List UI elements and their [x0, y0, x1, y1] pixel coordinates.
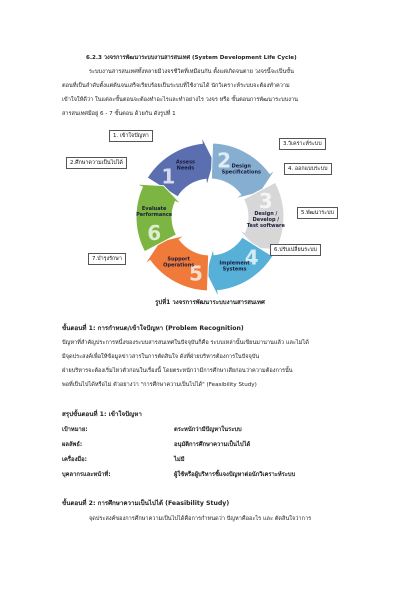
cycle-number-3: 3 [258, 189, 273, 214]
step1-line-3: ฝ่ายบริหารจะต้องเริ่มไหวตัวก่อนในเรื่องนี้ โดยตระหนักว่ามีการศึกษาเสียก่อนว่าความต้องการนั้น [62, 368, 293, 374]
callout-design: 4. ออกแบบระบบ [284, 163, 332, 175]
step2-line-1: จุดประสงค์ของการศึกษาความเป็นไปได้คือการกำหนดว่า ปัญหาคืออะไร และ ตัดสินใจว่าการ [89, 516, 312, 522]
cycle-label-5: Operations [163, 262, 195, 269]
callout-feasibility: 2.ศึกษาความเป็นไปได้ [66, 157, 127, 169]
summary-key: เครื่องมือ: [62, 457, 87, 463]
cycle-number-4: 4 [244, 245, 259, 270]
cycle-number-5: 5 [189, 261, 203, 286]
callout-maintenance: 7.บำรุงรักษา [88, 253, 126, 265]
summary-value: ไม่มี [174, 457, 185, 463]
cycle-label-4: Systems [222, 266, 247, 273]
callout-development: 5.พัฒนาระบบ [297, 207, 338, 219]
callout-change-system: 6.ปรับเปลี่ยนระบบ [270, 244, 321, 256]
step1-line-2: มีจุดประสงค์เพื่อให้ข้อมูลข่าวสารในการตัดสินใจ ดังที่ฝ่ายบริหารต้องการในปัจจุบัน [62, 354, 260, 360]
callout-analysis: 3.วิเคราะห์ระบบ [279, 138, 326, 150]
cycle-label-1: Assess [175, 159, 196, 166]
summary-value: อนุมัติการศึกษาความเป็นไปได้ [174, 442, 251, 448]
figure-caption: รูปที่1 วงจรการพัฒนาระบบงานสารสนเทศ [155, 299, 265, 306]
section-heading: 6.2.3 วงจรการพัฒนาระบบงานสารสนเทศ (System Development Life Cycle) [86, 55, 297, 61]
summary-key: เป้าหมาย: [62, 427, 88, 433]
cycle-label-6: Evaluate [141, 206, 167, 213]
cycle-label-1: Needs [176, 165, 195, 172]
cycle-label-4: Implement [219, 260, 250, 267]
summary-key: ผลลัพธ์: [62, 442, 83, 448]
summary-value: ผู้ใช้หรือผู้บริหารชี้แจงปัญหาต่อนักวิเคราะห์ระบบ [174, 472, 296, 478]
intro-line-1: ระบบงานสารสนเทศทั้งหลายมีวงจรชีวิตที่เหมือนกัน ตั้งแต่เกิดจนตาย วงจรนี้จะเป็นขั้น [89, 69, 294, 75]
summary-value: ตระหนักว่ามีปัญหาในระบบ [174, 427, 242, 433]
step1-line-1: ปัญหาที่สำคัญประการหนึ่งของระบบสารสนเทศในปัจจุบันก็คือ ระบบเหล่านั้นเขียนมานานแล้ว และไม่ได้ [62, 340, 309, 346]
cycle-label-3: Design / [254, 210, 278, 217]
cycle-number-6: 6 [147, 220, 162, 245]
summary-key: บุคลากรและหน้าที่: [62, 472, 111, 478]
cycle-number-2: 2 [217, 148, 231, 173]
step1-heading: ขั้นตอนที่ 1: การกำหนด/เข้าใจปัญหา (Problem Recognition) [62, 325, 244, 332]
callout-understand-problem: 1. เข้าใจปัญหา [109, 130, 153, 142]
cycle-label-5: Support [167, 256, 190, 263]
intro-line-4: สารสนเทศมีอยู่ 6 - 7 ขั้นตอน ด้วยกัน ดังรูปที่ 1 [62, 111, 176, 117]
intro-line-3: เข้าใจให้ดีว่า ในแต่ละขั้นตอนจะต้องทำอะไรและทำอย่างไร วงจร หรือ ขั้นตอนการพัฒนาระบบงาน [62, 97, 298, 103]
summary-row-result [62, 441, 250, 449]
step1-line-4: พอที่เป็นไปได้หรือไม่ ตัวอย่างว่า "การศึกษาความเป็นไปได้" (Feasibility Study) [62, 382, 257, 388]
summary-row-tools [62, 456, 185, 464]
summary-heading: สรุปขั้นตอนที่ 1: เข้าใจปัญหา [62, 411, 142, 418]
cycle-label-3: Test software [246, 222, 285, 229]
sdlc-cycle-diagram [90, 125, 330, 305]
cycle-number-1: 1 [161, 164, 176, 189]
step2-heading: ขั้นตอนที่ 2: การศึกษาความเป็นไปได้ (Feasibility Study) [62, 500, 230, 507]
summary-row-personnel [62, 471, 295, 479]
cycle-label-2: Design [231, 163, 252, 170]
intro-line-2: ตอนที่เป็นลำดับตั้งแต่ต้นจนเสร็จเรียบร้อยเป็นระบบที่ใช้งานได้ นักวิเคราะห์ระบบจะต้องทำความ [62, 83, 290, 89]
summary-row-goal [62, 426, 242, 434]
cycle-label-2: Specifications [221, 169, 262, 176]
cycle-label-6: Performance [136, 212, 173, 219]
cycle-ring [136, 136, 286, 297]
cycle-label-3: Develop / [252, 216, 280, 223]
